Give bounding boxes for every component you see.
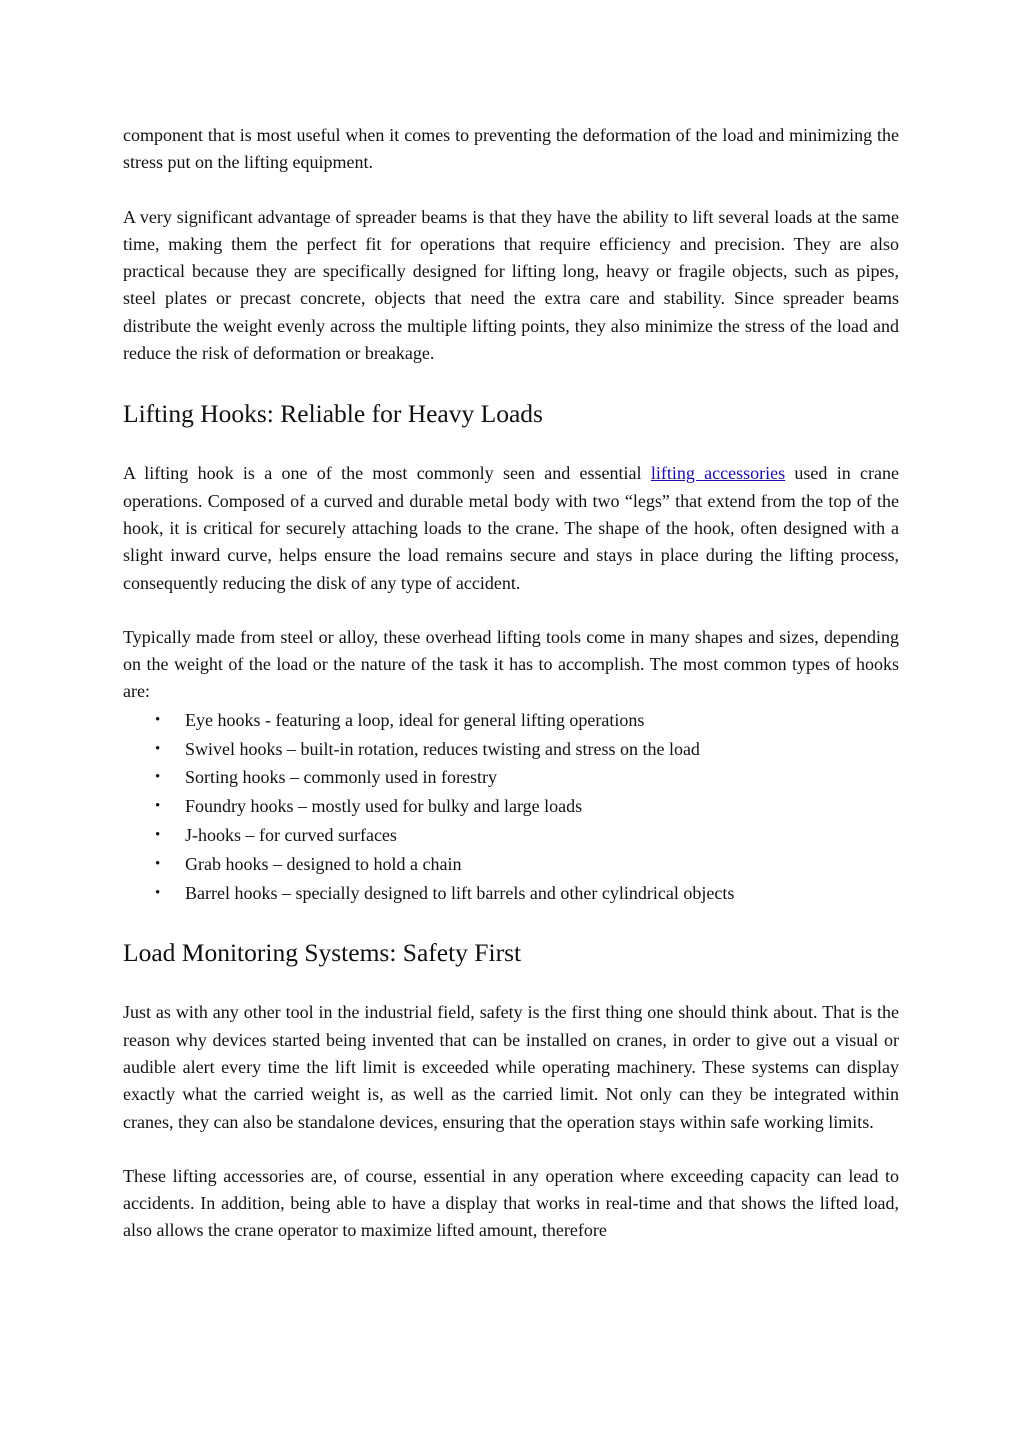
paragraph-hook-materials: Typically made from steel or alloy, these overhead lifting tools come in many shapes and sizes, depending on the weight of the load or the nature of the task it has to accomplish. The most common types of hooks are: [123,626,899,702]
bullet-icon: • [155,798,161,815]
bullet-icon: • [155,769,161,786]
paragraph-load-monitoring-benefits: These lifting accessories are, of course, essential in any operation where exceeding capacity can lead to accidents. In addition, being able to have a display that works in real-time and that shows the lifted load, also allows the crane operator to maximize lifted amount, therefore [123,1165,899,1241]
list-item [123,735,899,764]
list-item-text: Barrel hooks – specially designed to lift barrels and other cylindrical objects [185,882,735,903]
bullet-icon: • [155,855,161,872]
bullet-icon: • [155,711,161,728]
heading-load-monitoring: Load Monitoring Systems: Safety First [123,938,522,968]
list-item [123,821,899,850]
list-item-text: Grab hooks – designed to hold a chain [185,853,462,874]
heading-lifting-hooks: Lifting Hooks: Reliable for Heavy Loads [123,399,543,429]
list-item [123,792,899,821]
paragraph-text-before-link: A lifting hook is a one of the most commonly seen and essential [123,463,651,484]
lifting-accessories-link[interactable]: lifting accessories [650,463,786,484]
paragraph-lifting-hook-description [123,460,899,596]
bullet-icon: • [155,740,161,757]
list-item-text: Sorting hooks – commonly used in forestry [185,767,497,788]
bullet-icon: • [155,884,161,901]
document-page [123,122,899,1245]
paragraph-load-monitoring-safety: Just as with any other tool in the industrial field, safety is the first thing one should think about. That is the reason why devices started being invented that can be installed on cranes, in order to give out a visual or audible alert every time the lift limit is exceeded while operating machinery. These systems can display exactly what the carried weight is, as well as the carried limit. Not only can they be integrated within cranes, they can also be standalone devices, ensuring that the operation stays within safe working limits. [123,1002,899,1132]
paragraph-text-after-link: used in crane operations. Composed of a curved and durable metal body with two “legs” that extend from the top of the hook, it is critical for securely attaching loads to the crane. The shape of the hook, often designed with a slight inward curve, helps ensure the load remains secure and stays in place during the lifting process, consequently reducing the disk of any type of accident. [123,463,899,593]
list-item [123,850,899,879]
list-item-text: Foundry hooks – mostly used for bulky and large loads [185,796,583,817]
list-item-text: J-hooks – for curved surfaces [185,824,397,845]
paragraph-spreader-beam-advantages: A very significant advantage of spreader beams is that they have the ability to lift several loads at the same time, making them the perfect fit for operations that require efficiency and precision. They are also practical because they are specifically designed for lifting long, heavy or fragile objects, such as pipes, steel plates or precast concrete, objects that need the extra care and stability. Since spreader beams distribute the weight evenly across the multiple lifting points, they also minimize the stress of the load and reduce the risk of deformation or breakage. [123,206,899,364]
bullet-icon: • [155,826,161,843]
list-item [123,879,899,908]
list-item [123,706,899,735]
hook-types-list [123,706,899,908]
list-item-text: Eye hooks - featuring a loop, ideal for general lifting operations [185,709,645,730]
list-item-text: Swivel hooks – built-in rotation, reduces twisting and stress on the load [185,738,700,759]
list-item [123,763,899,792]
paragraph-spreader-beam-intro: component that is most useful when it comes to preventing the deformation of the load and minimizing the stress put on the lifting equipment. [123,125,899,173]
